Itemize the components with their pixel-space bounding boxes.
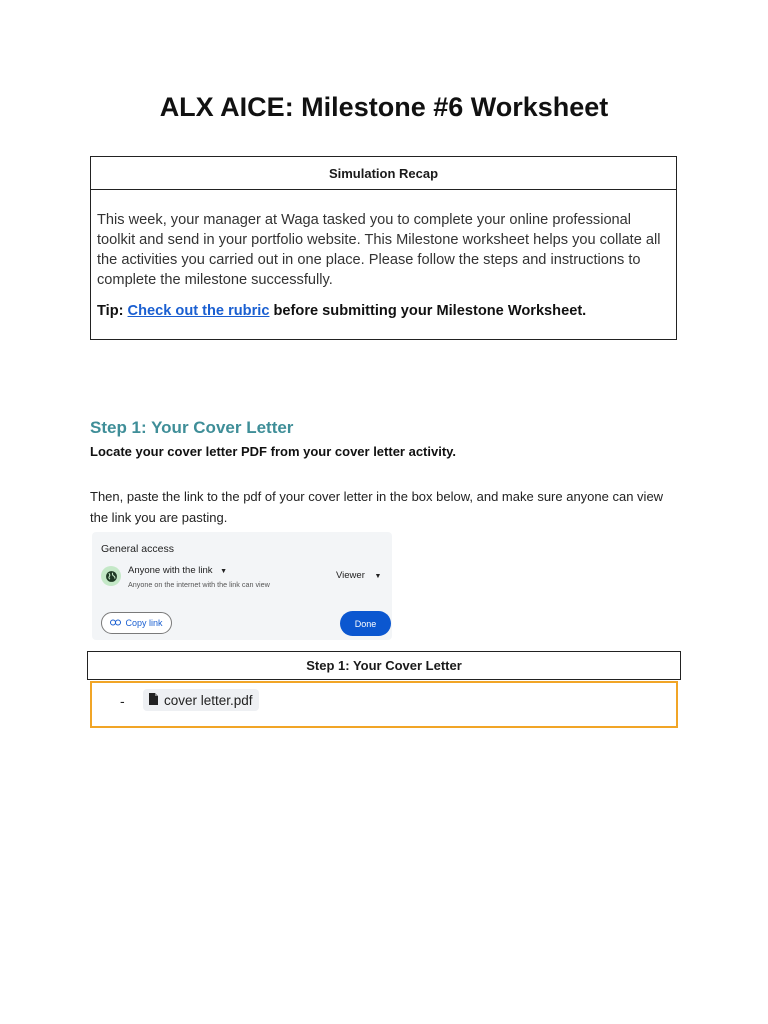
chevron-down-icon: ▼ bbox=[220, 568, 228, 575]
recap-text: This week, your manager at Waga tasked you to complete your online professional toolkit and send in your portfolio website. This Milestone worksheet helps you collate all the activities you carried out in one place. Please follow the steps and instructions to complete the milestone successfully. bbox=[97, 212, 661, 288]
answer-box[interactable] bbox=[90, 681, 678, 728]
tip-rest: before submitting your Milestone Worksheet. bbox=[269, 303, 587, 319]
page-title: ALX AICE: Milestone #6 Worksheet bbox=[159, 92, 609, 122]
access-option-description: Anyone on the internet with the link can view bbox=[128, 580, 270, 589]
general-access-screenshot bbox=[92, 532, 392, 640]
file-chip[interactable] bbox=[143, 689, 259, 711]
file-icon bbox=[149, 693, 158, 708]
role-label: Viewer bbox=[336, 570, 365, 581]
simulation-recap-table bbox=[90, 156, 677, 340]
role-select[interactable] bbox=[336, 570, 381, 581]
bullet-dash: - bbox=[120, 693, 125, 709]
step1-heading: Step 1: Your Cover Letter bbox=[90, 418, 294, 437]
chevron-down-icon: ▼ bbox=[374, 573, 382, 580]
copy-link-label: Copy link bbox=[125, 618, 163, 628]
step1-instructions: Then, paste the link to the pdf of your cover letter in the box below, and make sure anyone can view the link you are pasting. bbox=[90, 489, 664, 525]
recap-body bbox=[91, 190, 676, 321]
done-button[interactable]: Done bbox=[340, 611, 391, 636]
rubric-link[interactable]: Check out the rubric bbox=[127, 303, 270, 319]
recap-header: Simulation Recap bbox=[91, 157, 676, 190]
globe-icon bbox=[101, 566, 121, 586]
tip-line bbox=[97, 301, 670, 321]
tip-label: Tip: bbox=[97, 303, 124, 319]
step1-subheading: Locate your cover letter PDF from your cover letter activity. bbox=[90, 444, 457, 459]
file-name: cover letter.pdf bbox=[164, 692, 253, 708]
access-option-dropdown[interactable] bbox=[128, 565, 227, 576]
general-access-title: General access bbox=[101, 543, 174, 555]
answer-table-header: Step 1: Your Cover Letter bbox=[87, 651, 681, 680]
access-option-label: Anyone with the link bbox=[128, 565, 213, 576]
copy-link-button[interactable] bbox=[101, 612, 172, 634]
link-icon bbox=[110, 618, 121, 628]
